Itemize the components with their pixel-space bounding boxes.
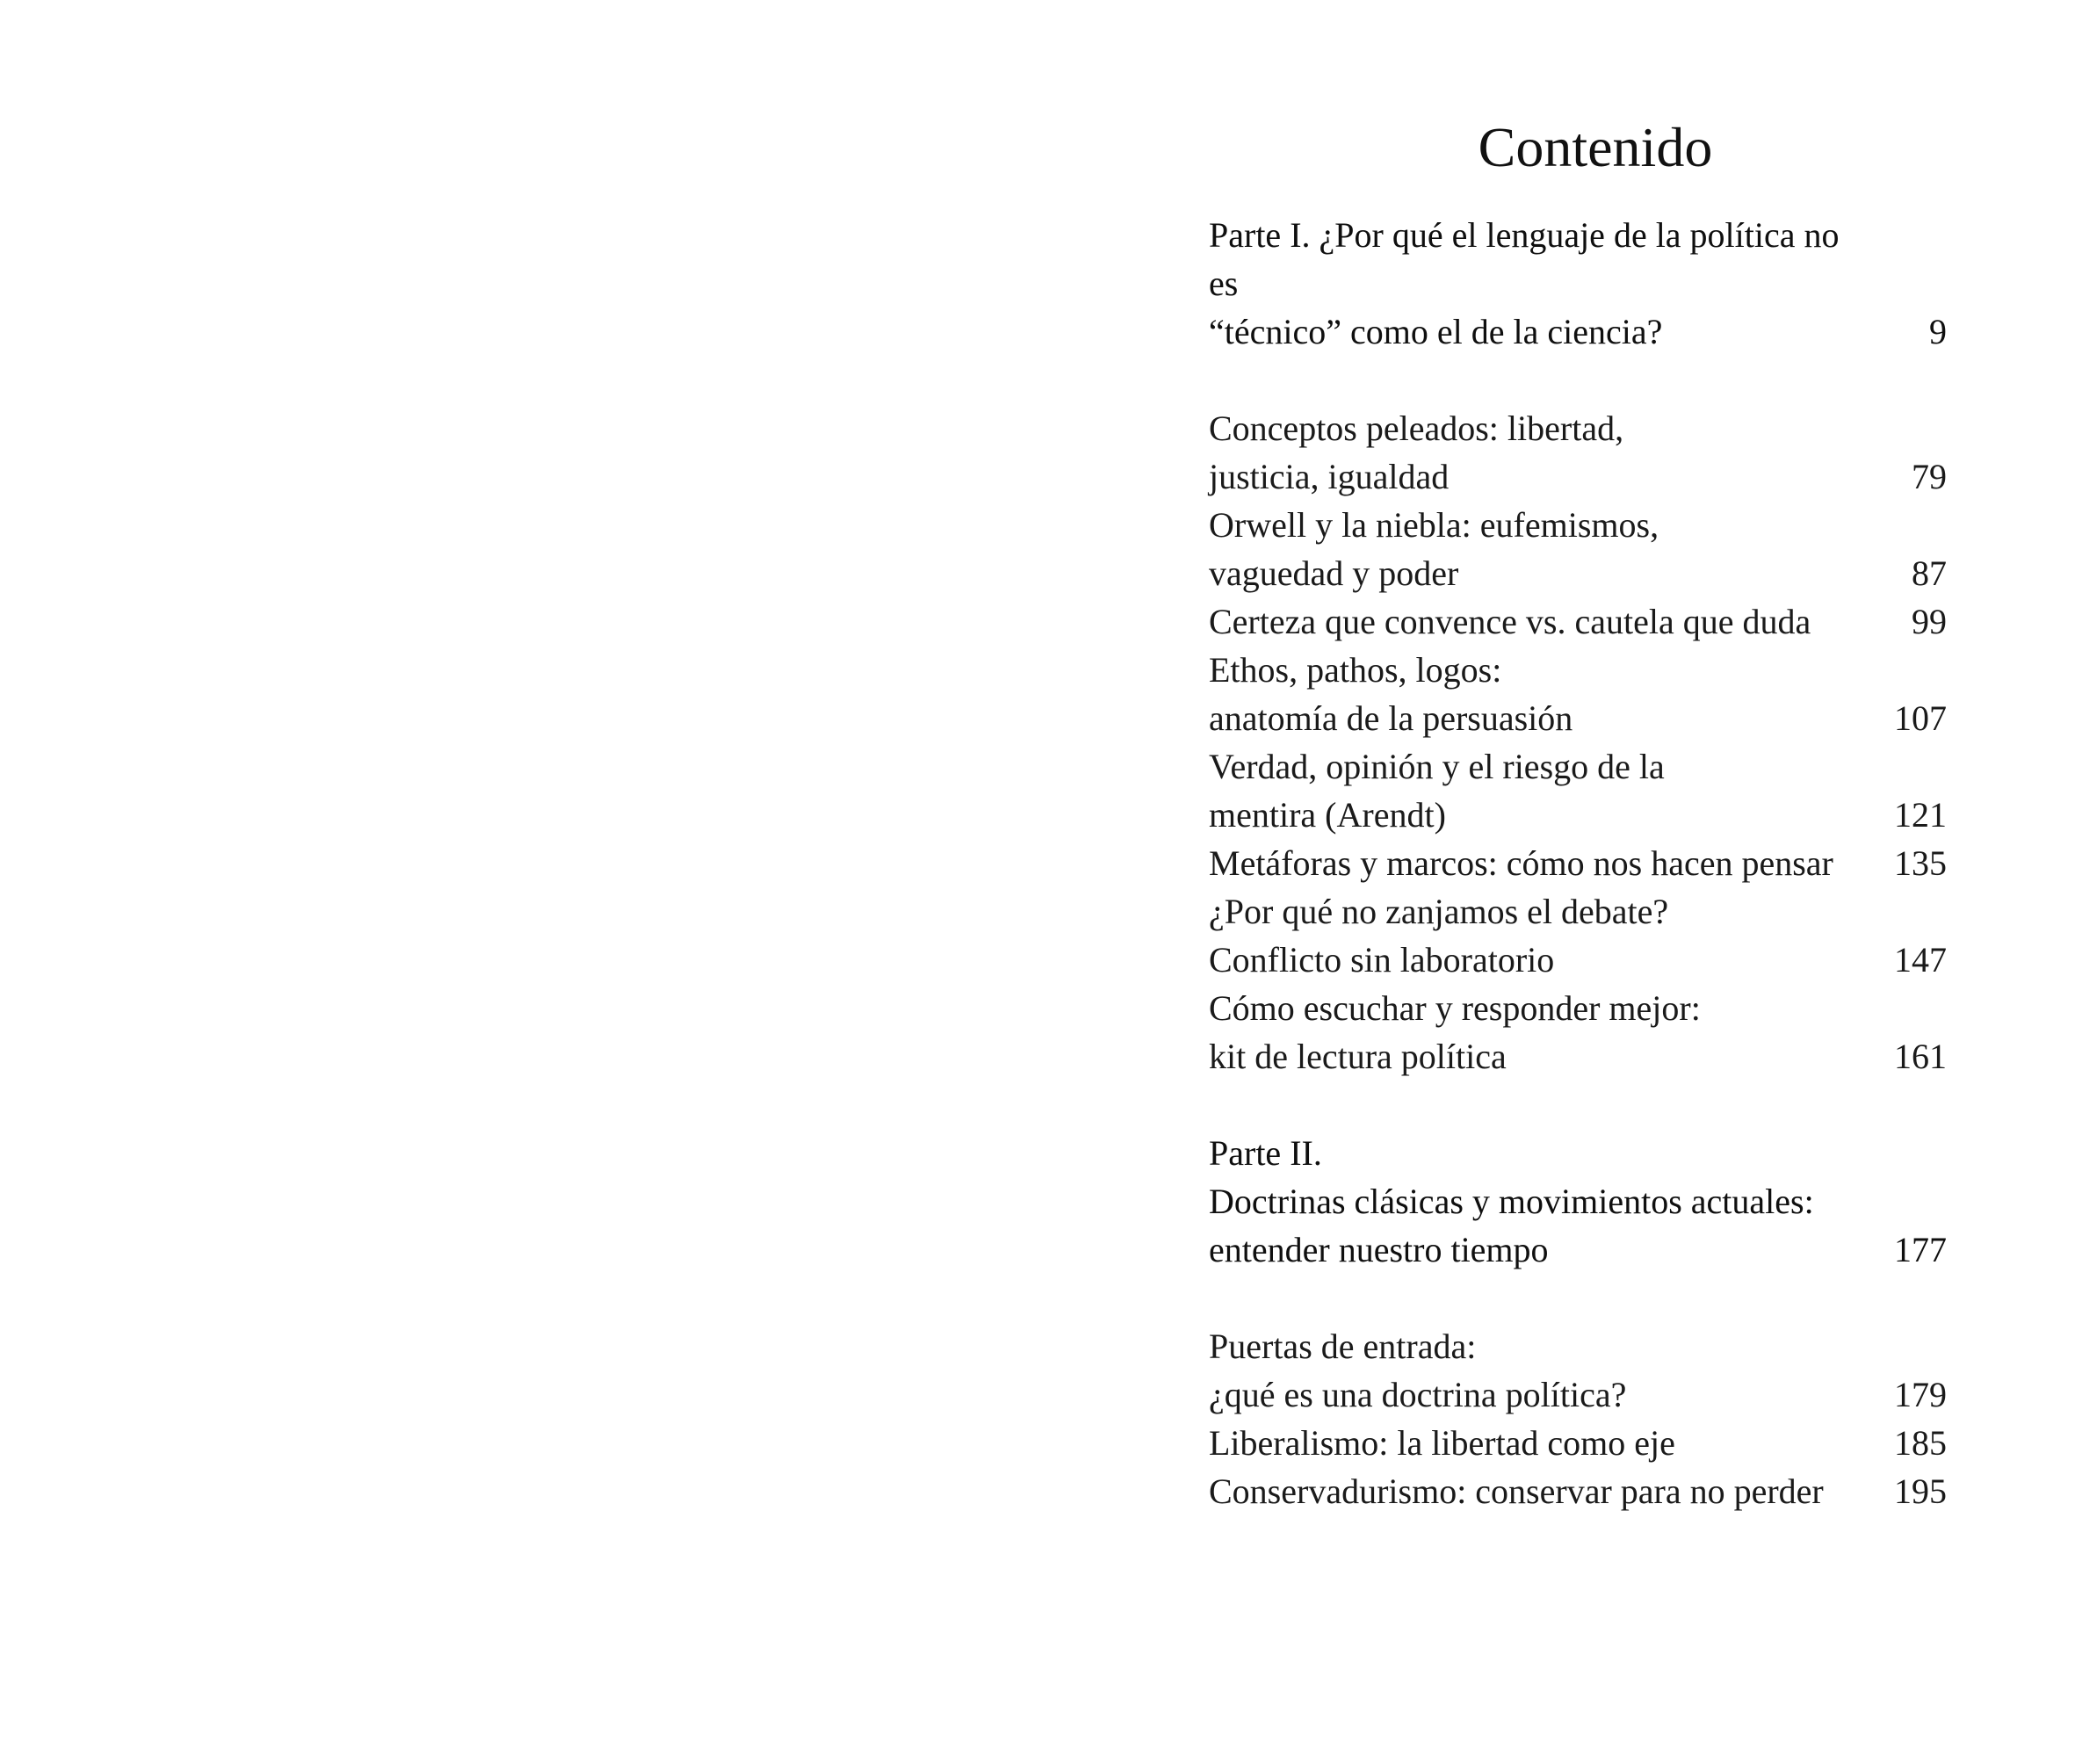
entry-line: Metáforas y marcos: cómo nos hacen pensar <box>1209 843 1833 883</box>
entry-line: Conflicto sin laboratorio <box>1209 940 1555 980</box>
entry-line: kit de lectura política <box>1209 1037 1507 1076</box>
part-1-entry <box>1209 211 1947 356</box>
entry-line: anatomía de la persuasión <box>1209 698 1573 738</box>
toc-entry <box>1209 984 1947 1081</box>
page-title: Contenido <box>1478 116 1713 178</box>
toc-entry <box>1209 742 1947 839</box>
toc-entry <box>1209 887 1947 984</box>
entry-line: Certeza que convence vs. cautela que duda <box>1209 602 1811 641</box>
entry-line: Conservadurismo: conservar para no perder <box>1209 1471 1824 1511</box>
part-1-heading <box>1209 211 1947 356</box>
part-2-entry <box>1209 1129 1947 1274</box>
page-number: 185 <box>1894 1423 1947 1463</box>
page-number: 107 <box>1894 698 1947 738</box>
entry-line: Orwell y la niebla: eufemismos, <box>1209 505 1659 545</box>
toc-entry <box>1209 501 1947 597</box>
part-2-heading-line: entender nuestro tiempo <box>1209 1230 1549 1269</box>
toc-entry <box>1209 1467 1947 1515</box>
toc-entry <box>1209 1322 1947 1419</box>
toc-entry <box>1209 839 1947 887</box>
entry-line: ¿qué es una doctrina política? <box>1209 1375 1627 1414</box>
entry-line: vaguedad y poder <box>1209 553 1459 593</box>
page-number: 177 <box>1894 1230 1947 1269</box>
part-2-heading <box>1209 1129 1947 1274</box>
entry-line: Verdad, opinión y el riesgo de la <box>1209 747 1665 786</box>
part-1-heading-line: Parte I. ¿Por qué el lenguaje de la política no es <box>1209 215 1840 303</box>
page-number: 99 <box>1912 602 1947 641</box>
part-2-heading-line: Doctrinas clásicas y movimientos actuales: <box>1209 1182 1814 1221</box>
part-2-heading-line: Parte II. <box>1209 1133 1322 1173</box>
page-number: 161 <box>1894 1037 1947 1076</box>
part-1-chapters <box>1209 404 1947 1081</box>
page-number: 135 <box>1894 843 1947 883</box>
entry-line: Ethos, pathos, logos: <box>1209 650 1502 690</box>
table-of-contents <box>1209 111 1947 1515</box>
toc-entry <box>1209 1419 1947 1467</box>
toc-entry <box>1209 646 1947 742</box>
entry-line: justicia, igualdad <box>1209 457 1450 496</box>
page-number: 121 <box>1894 795 1947 835</box>
toc-entry <box>1209 597 1947 646</box>
page-number: 87 <box>1912 553 1947 593</box>
page-number: 179 <box>1894 1375 1947 1414</box>
page-number: 147 <box>1894 940 1947 980</box>
entry-line: Cómo escuchar y responder mejor: <box>1209 988 1701 1028</box>
part-1-heading-line: “técnico” como el de la ciencia? <box>1209 312 1663 351</box>
entry-line: ¿Por qué no zanjamos el debate? <box>1209 892 1669 931</box>
page-number: 195 <box>1894 1471 1947 1511</box>
entry-line: Liberalismo: la libertad como eje <box>1209 1423 1675 1463</box>
toc-entry <box>1209 404 1947 501</box>
page-number: 9 <box>1929 312 1947 351</box>
page-number: 79 <box>1912 457 1947 496</box>
entry-line: mentira (Arendt) <box>1209 795 1446 835</box>
part-2-chapters <box>1209 1322 1947 1515</box>
entry-line: Conceptos peleados: libertad, <box>1209 408 1624 448</box>
entry-line: Puertas de entrada: <box>1209 1327 1477 1366</box>
